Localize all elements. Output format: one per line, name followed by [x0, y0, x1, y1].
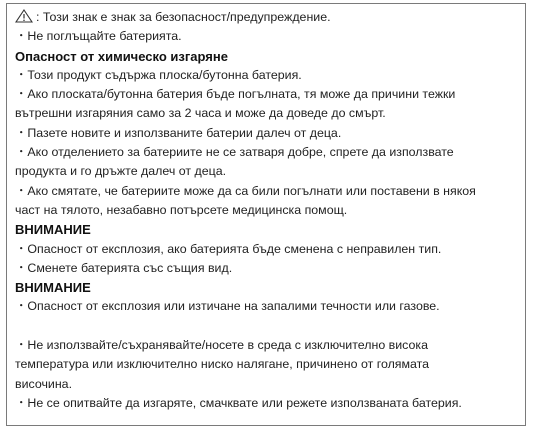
chemical-burn-line: ・Ако смятате, че батериите може да са били погълнати или поставени в някоя	[15, 183, 476, 198]
chemical-burn-line: ・Ако отделението за батериите не се затваря добре, спрете да използвате	[15, 145, 454, 160]
warning-line: ・Сменете батерията със същия вид.	[15, 260, 233, 275]
chemical-burn-line: вътрешни изгаряния само за 2 часа и може да доведе до смърт.	[15, 106, 386, 121]
spacer	[15, 317, 519, 336]
final-line: височина.	[15, 376, 73, 391]
chemical-burn-line: ・Ако плоската/бутонна батерия бъде погълната, тя може да причини тежки	[15, 87, 456, 102]
safety-notice-box	[6, 3, 526, 426]
warning-heading: ВНИМАНИЕ	[15, 222, 91, 238]
warning-line: ・Опасност от експлозия, ако батерията бъде сменена с неправилен тип.	[15, 241, 442, 256]
safety-symbol-line	[15, 8, 519, 27]
safety-symbol-text: : Този знак е знак за безопасност/предупреждение.	[36, 10, 331, 24]
chemical-burn-line: част на тялото, незабавно потърсете медицинска помощ.	[15, 202, 348, 217]
final-line: температура или изключително ниско налягане, причинено от голямата	[15, 357, 430, 372]
no-swallow-line: ・Не поглъщайте батерията.	[15, 29, 182, 44]
warning-line: ・Опасност от експлозия или изтичане на запалими течности или газове.	[15, 299, 440, 314]
chemical-burn-line: ・Този продукт съдържа плоска/бутонна батерия.	[15, 67, 302, 82]
final-line: ・Не използвайте/съхранявайте/носете в среда с изключително висока	[15, 338, 428, 353]
final-line: ・Не се опитвайте да изгаряте, смачквате или режете използваната батерия.	[15, 395, 462, 410]
chemical-burn-line: продукта и го дръжте далеч от деца.	[15, 164, 227, 179]
chemical-burn-line: ・Пазете новите и използваните батерии далеч от деца.	[15, 125, 342, 140]
chemical-burn-heading: Опасност от химическо изгаряне	[15, 48, 228, 64]
warning-heading: ВНИМАНИЕ	[15, 280, 91, 296]
safety-notice-content	[15, 8, 519, 413]
warning-triangle-icon	[15, 9, 33, 23]
